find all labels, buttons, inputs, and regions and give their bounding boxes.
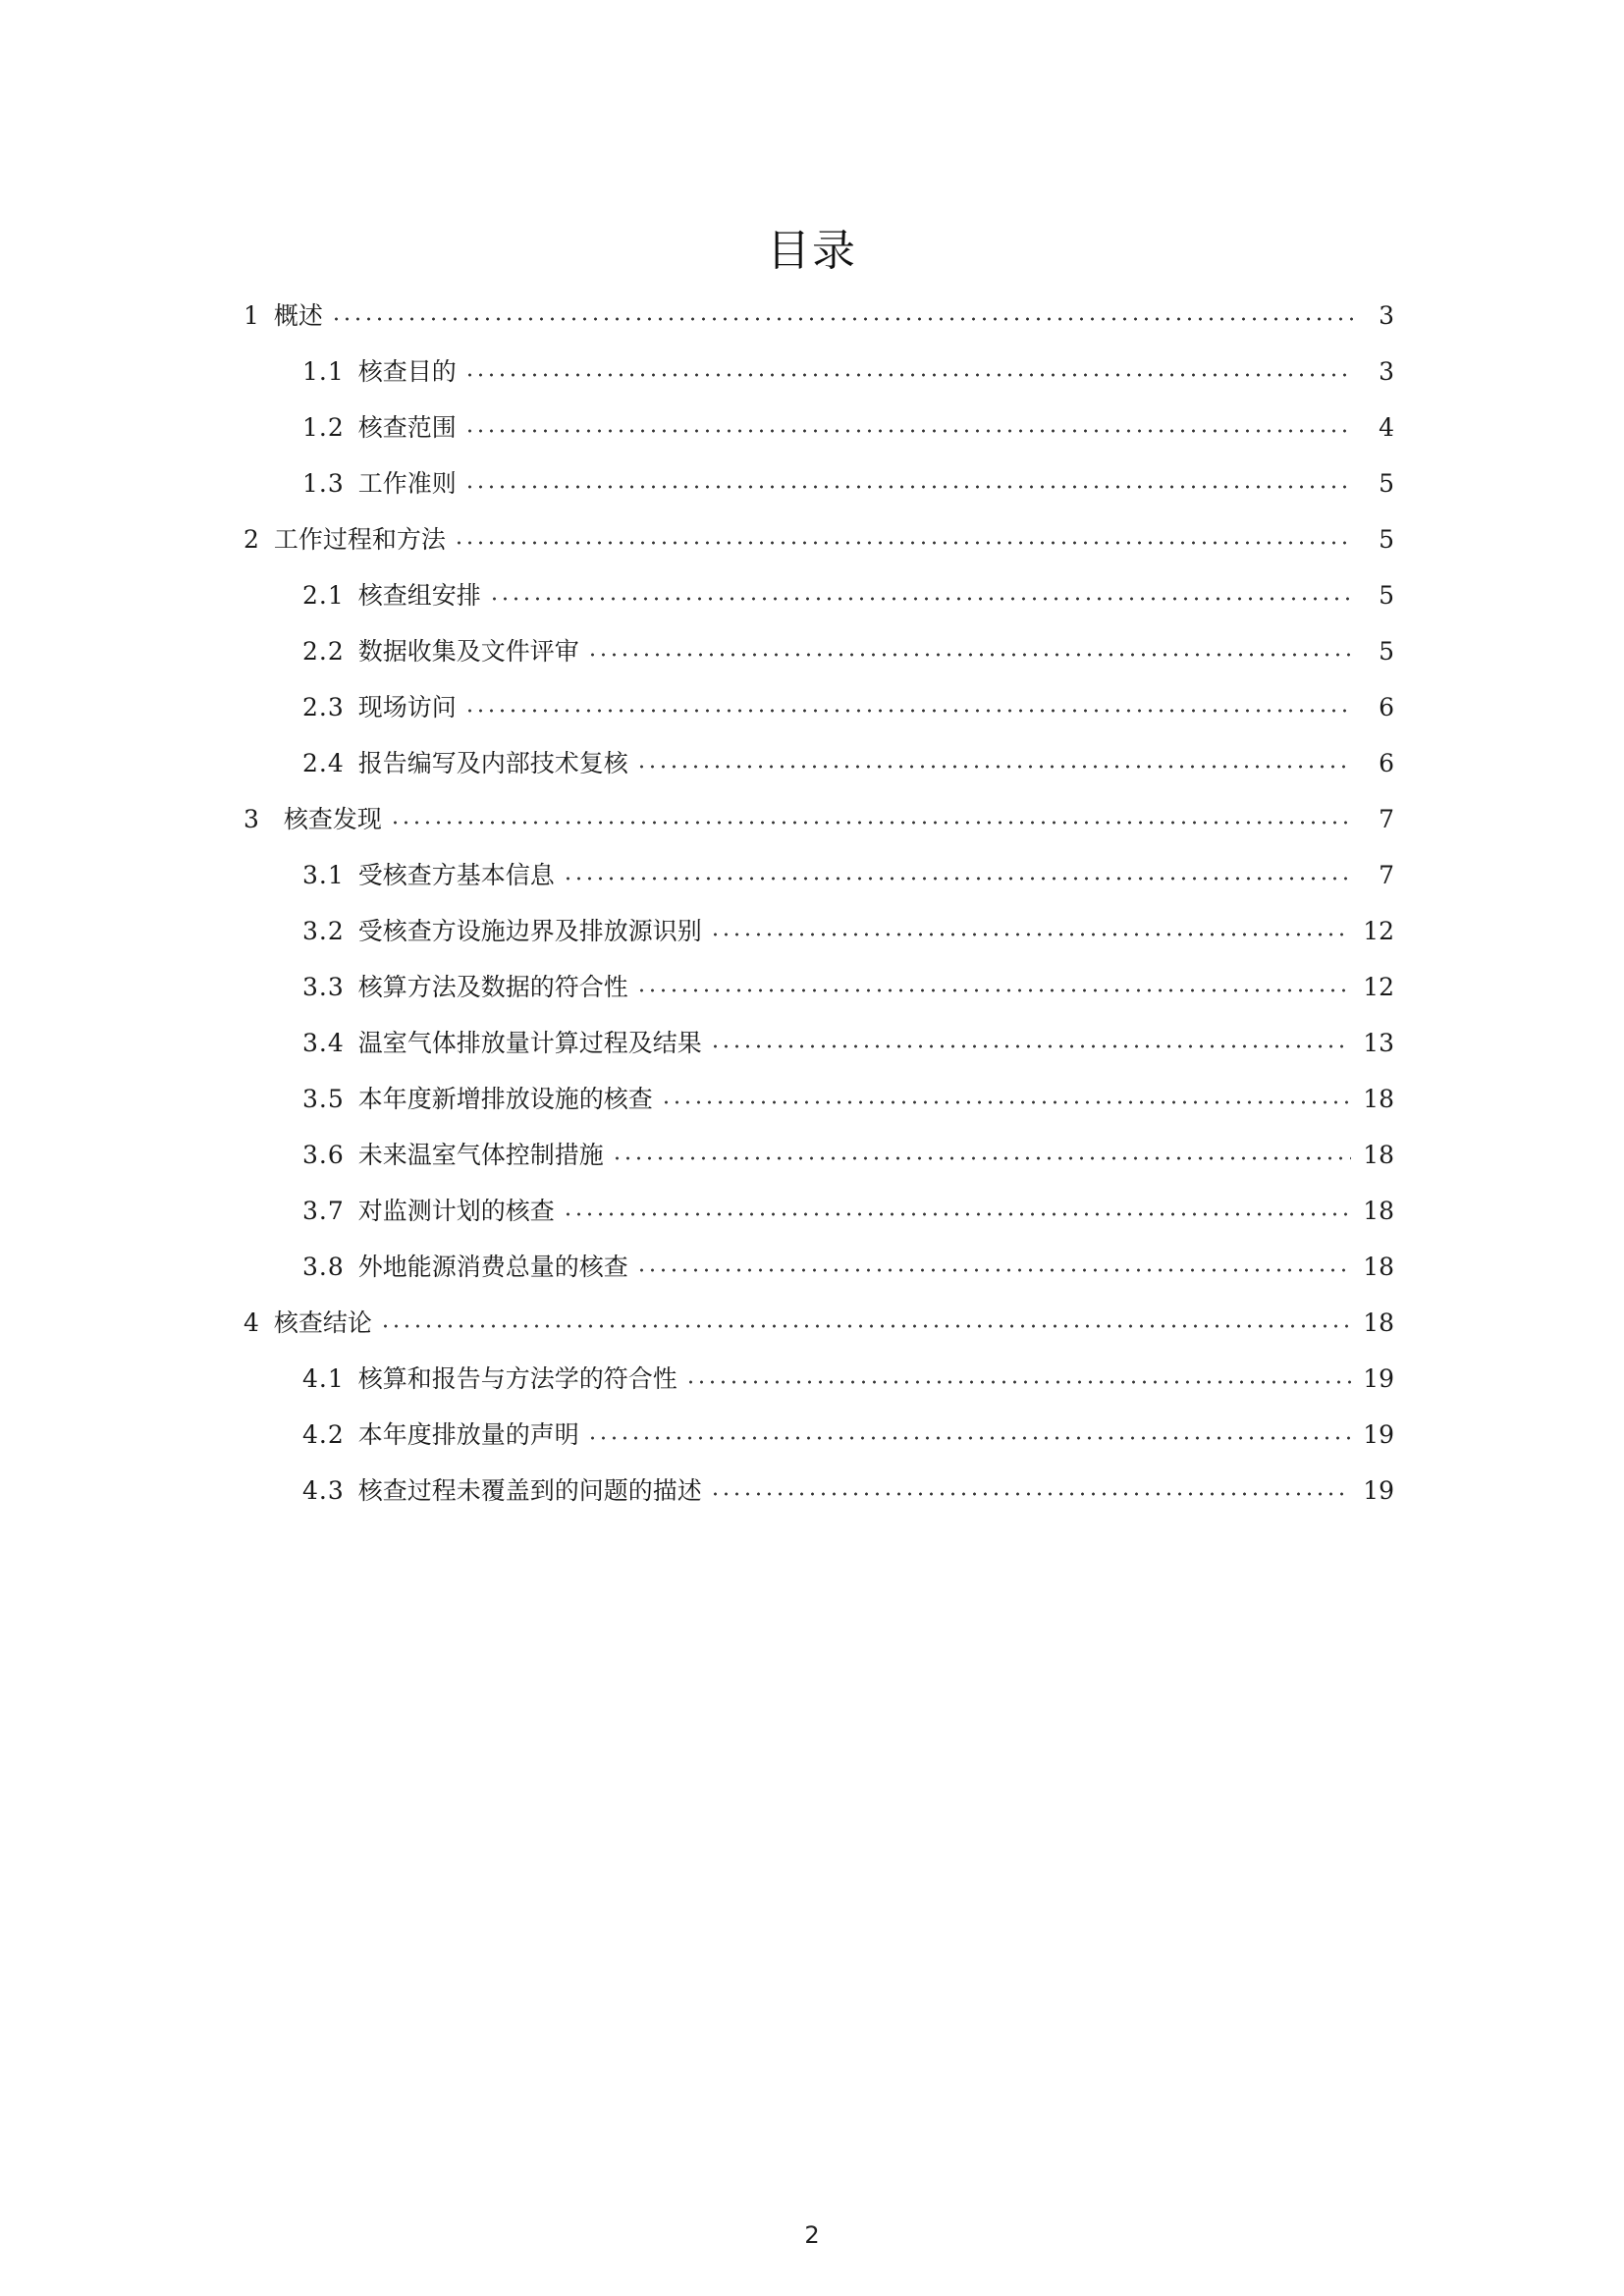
toc-entry-number: 1.3 — [302, 468, 345, 498]
toc-entry[interactable] — [244, 344, 1394, 400]
toc-entry-text: 核算方法及数据的符合性 — [357, 972, 628, 1001]
dot-leader — [489, 597, 1353, 601]
dot-leader — [331, 317, 1353, 321]
toc-entry-number: 2 — [244, 524, 260, 554]
toc-entry[interactable] — [244, 1351, 1394, 1407]
toc-entry-number: 4.2 — [302, 1419, 345, 1449]
dot-leader — [710, 1492, 1351, 1496]
dot-leader — [636, 765, 1353, 769]
toc-entry-text: 核查发现 — [283, 804, 382, 833]
toc-entry-number: 3.3 — [302, 972, 345, 1001]
toc-entry[interactable] — [244, 623, 1394, 679]
toc-entry-label — [302, 1252, 628, 1283]
toc-entry-text: 现场访问 — [357, 692, 457, 721]
dot-leader — [563, 1212, 1351, 1216]
toc-entry-number: 4 — [244, 1308, 260, 1337]
toc-entry-text: 核算和报告与方法学的符合性 — [357, 1363, 677, 1393]
dot-leader — [636, 988, 1351, 992]
dot-leader — [464, 429, 1353, 433]
toc-entry-text: 核查结论 — [273, 1308, 372, 1337]
toc-entry[interactable] — [244, 1071, 1394, 1127]
toc-entry-page: 3 — [1379, 300, 1394, 330]
toc-entry-label — [244, 1308, 372, 1339]
toc-entry-number: 2.3 — [302, 692, 345, 721]
toc-entry-number: 1.1 — [302, 356, 345, 386]
toc-entry-number: 1 — [244, 300, 260, 330]
toc-entry-page: 7 — [1379, 804, 1394, 833]
toc-entry-page: 18 — [1363, 1308, 1394, 1337]
page-number: 2 — [804, 2221, 820, 2249]
toc-entry-text: 报告编写及内部技术复核 — [357, 748, 628, 777]
toc-entry[interactable] — [244, 1183, 1394, 1239]
dot-leader — [710, 1044, 1351, 1048]
toc-entry[interactable] — [244, 1295, 1394, 1351]
table-of-contents — [244, 288, 1394, 1519]
toc-entry-page: 5 — [1379, 524, 1394, 554]
dot-leader — [661, 1100, 1351, 1104]
toc-entry-page: 5 — [1379, 636, 1394, 666]
toc-entry[interactable] — [244, 455, 1394, 511]
toc-entry[interactable] — [244, 1239, 1394, 1295]
toc-entry-text: 核查过程未覆盖到的问题的描述 — [357, 1475, 702, 1505]
toc-entry-text: 本年度新增排放设施的核查 — [357, 1084, 653, 1113]
toc-entry-label — [302, 916, 702, 947]
toc-entry[interactable] — [244, 847, 1394, 903]
toc-entry-label — [302, 1084, 653, 1115]
toc-entry[interactable] — [244, 679, 1394, 735]
toc-entry[interactable] — [244, 1015, 1394, 1071]
dot-leader — [454, 541, 1353, 545]
toc-entry-text: 核查目的 — [357, 356, 457, 386]
toc-entry[interactable] — [244, 400, 1394, 455]
toc-entry-text: 受核查方基本信息 — [357, 860, 555, 889]
toc-entry-label — [302, 356, 457, 388]
toc-entry-page: 19 — [1363, 1419, 1394, 1449]
toc-entry-label — [302, 860, 555, 891]
toc-entry-number: 3.7 — [302, 1196, 345, 1225]
toc-entry-number: 3.1 — [302, 860, 345, 889]
toc-entry-label — [244, 300, 323, 332]
toc-entry-text: 工作过程和方法 — [273, 524, 446, 554]
dot-leader — [464, 709, 1353, 713]
toc-entry-page: 19 — [1363, 1475, 1394, 1505]
toc-entry-number: 3.6 — [302, 1140, 345, 1169]
toc-entry-text: 核查组安排 — [357, 580, 481, 610]
toc-entry-label — [302, 1419, 579, 1451]
toc-entry-text: 受核查方设施边界及排放源识别 — [357, 916, 702, 945]
dot-leader — [612, 1156, 1351, 1160]
toc-entry-text: 数据收集及文件评审 — [357, 636, 579, 666]
dot-leader — [464, 373, 1353, 377]
toc-entry-text: 对监测计划的核查 — [357, 1196, 555, 1225]
toc-entry[interactable] — [244, 511, 1394, 567]
toc-entry-label — [244, 804, 382, 835]
toc-entry-label — [302, 580, 481, 612]
toc-entry-label — [302, 1475, 702, 1507]
toc-entry-label — [302, 1140, 604, 1171]
toc-entry-number: 4.1 — [302, 1363, 345, 1393]
toc-entry-number: 2.1 — [302, 580, 345, 610]
dot-leader — [563, 877, 1353, 881]
dot-leader — [685, 1380, 1351, 1384]
toc-entry-page: 5 — [1379, 580, 1394, 610]
dot-leader — [464, 485, 1353, 489]
toc-entry-number: 2.2 — [302, 636, 345, 666]
toc-entry-page: 12 — [1363, 972, 1394, 1001]
toc-entry[interactable] — [244, 1127, 1394, 1183]
toc-entry-label — [302, 468, 457, 500]
toc-entry-page: 13 — [1363, 1028, 1394, 1057]
toc-entry-number: 3.4 — [302, 1028, 345, 1057]
toc-entry-number: 3.5 — [302, 1084, 345, 1113]
toc-entry-text: 工作准则 — [357, 468, 457, 498]
toc-entry-label — [302, 1028, 702, 1059]
dot-leader — [710, 933, 1351, 936]
toc-entry-page: 3 — [1379, 356, 1394, 386]
toc-entry-page: 4 — [1379, 412, 1394, 442]
toc-entry[interactable] — [244, 288, 1394, 344]
toc-entry-number: 1.2 — [302, 412, 345, 442]
toc-entry-number: 4.3 — [302, 1475, 345, 1505]
toc-entry-number: 3.2 — [302, 916, 345, 945]
toc-entry-label — [302, 972, 628, 1003]
toc-entry-label — [302, 1196, 555, 1227]
toc-entry[interactable] — [244, 1407, 1394, 1463]
toc-entry-page: 18 — [1363, 1252, 1394, 1281]
toc-entry-page: 18 — [1363, 1140, 1394, 1169]
toc-entry-label — [302, 692, 457, 723]
toc-entry-text: 外地能源消费总量的核查 — [357, 1252, 628, 1281]
toc-entry-page: 6 — [1379, 748, 1394, 777]
toc-entry[interactable] — [244, 903, 1394, 959]
dot-leader — [587, 1436, 1351, 1440]
toc-entry[interactable] — [244, 1463, 1394, 1519]
toc-entry-text: 未来温室气体控制措施 — [357, 1140, 604, 1169]
dot-leader — [380, 1324, 1351, 1328]
toc-entry-number: 3 — [244, 804, 260, 833]
toc-entry-page: 19 — [1363, 1363, 1394, 1393]
toc-entry-label — [302, 412, 457, 444]
toc-entry-label — [302, 636, 579, 667]
dot-leader — [587, 653, 1353, 657]
toc-entry-number: 3.8 — [302, 1252, 345, 1281]
toc-entry-label — [302, 1363, 677, 1395]
toc-entry-label — [302, 748, 628, 779]
toc-entry-page: 18 — [1363, 1084, 1394, 1113]
dot-leader — [636, 1268, 1351, 1272]
toc-entry-page: 5 — [1379, 468, 1394, 498]
toc-entry-page: 18 — [1363, 1196, 1394, 1225]
toc-entry-label — [244, 524, 446, 556]
toc-entry-number: 2.4 — [302, 748, 345, 777]
toc-entry[interactable] — [244, 959, 1394, 1015]
toc-entry[interactable] — [244, 735, 1394, 791]
toc-entry-page: 7 — [1379, 860, 1394, 889]
toc-entry[interactable] — [244, 567, 1394, 623]
toc-entry-text: 本年度排放量的声明 — [357, 1419, 579, 1449]
toc-entry-text: 核查范围 — [357, 412, 457, 442]
dot-leader — [390, 821, 1353, 825]
toc-entry-text: 概述 — [273, 300, 323, 330]
toc-entry[interactable] — [244, 791, 1394, 847]
toc-entry-text: 温室气体排放量计算过程及结果 — [357, 1028, 702, 1057]
toc-entry-page: 12 — [1363, 916, 1394, 945]
toc-entry-page: 6 — [1379, 692, 1394, 721]
page-title: 目录 — [767, 226, 857, 276]
